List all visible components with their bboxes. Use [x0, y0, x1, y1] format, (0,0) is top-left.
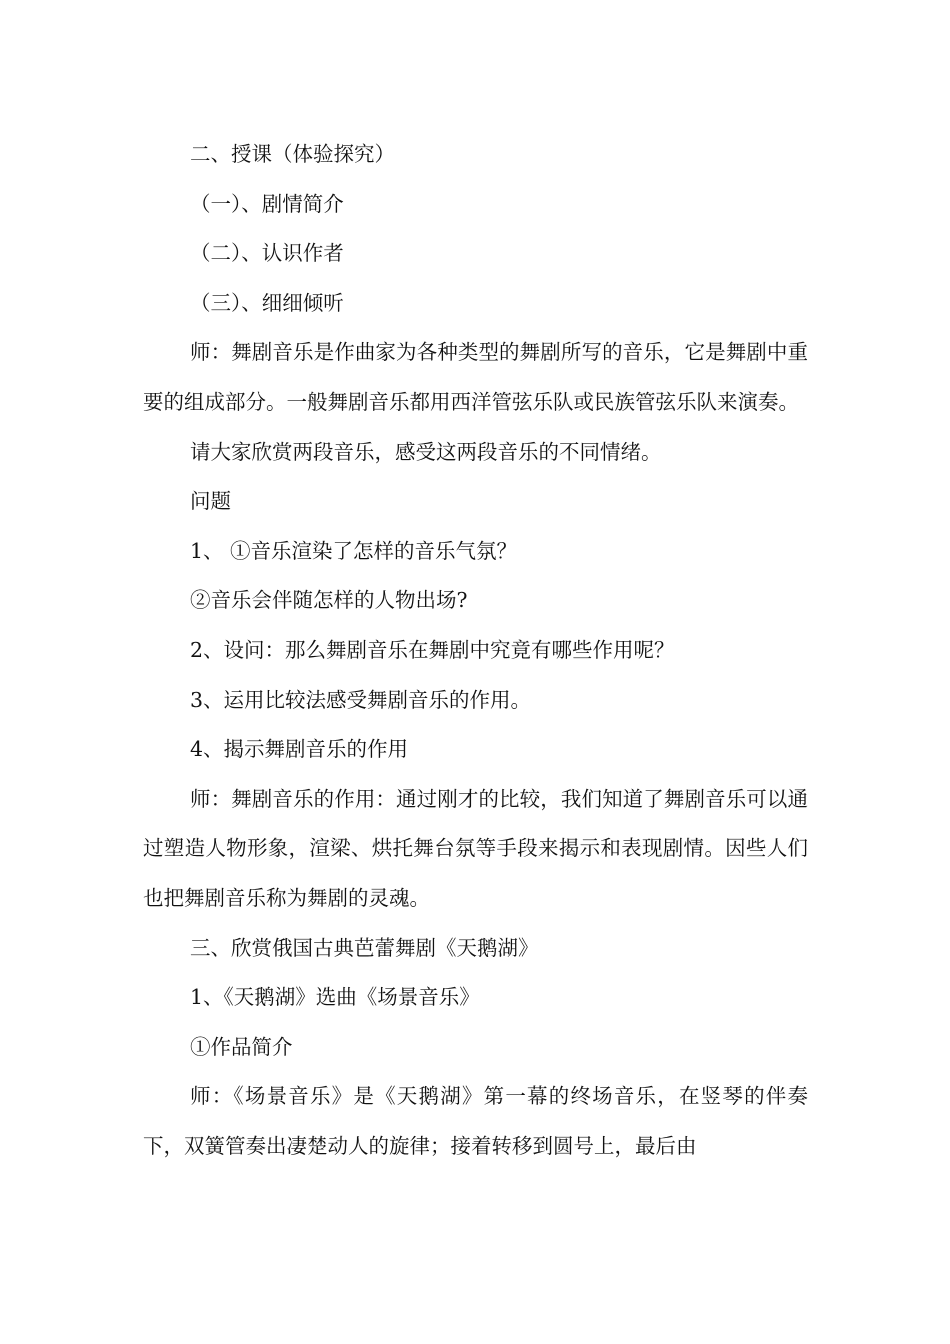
- question-item: ②音乐会伴随怎样的人物出场?: [190, 588, 468, 613]
- subsection-item: （二）、认识作者: [190, 241, 344, 266]
- subsection-item: （一）、剧情简介: [190, 191, 344, 216]
- question-item: 2、设问：那么舞剧音乐在舞剧中究竟有哪些作用呢？: [190, 637, 675, 662]
- question-item: 1、 ①音乐渲染了怎样的音乐气氛？: [190, 538, 518, 563]
- instruction-paragraph: 请大家欣赏两段音乐，感受这两段音乐的不同情绪。: [190, 439, 662, 464]
- teacher-paragraph: 师：舞剧音乐是作曲家为各种类型的舞剧所写的音乐，它是舞剧中重要的组成部分。一般舞剧音乐都用西洋管弦乐队或民族管弦乐队来演奏。: [143, 340, 808, 414]
- document-body: [143, 130, 808, 1171]
- section-heading: 三、欣赏俄国古典芭蕾舞剧《天鹅湖》: [190, 935, 539, 960]
- teacher-paragraph: 师：舞剧音乐的作用：通过刚才的比较，我们知道了舞剧音乐可以通过塑造人物形象，渲梁、烘托舞台氛等手段来揭示和表现剧情。因些人们也把舞剧音乐称为舞剧的灵魂。: [143, 786, 808, 910]
- list-item: 1、《天鹅湖》选曲《场景音乐》: [190, 985, 480, 1010]
- questions-label: 问题: [190, 489, 231, 514]
- section-heading: 二、授课（体验探究）: [190, 142, 395, 166]
- teacher-paragraph: 师：《场景音乐》是《天鹅湖》第一幕的终场音乐，在竖琴的伴奏下，双簧管奏出凄楚动人的旋律；接着转移到圆号上，最后由: [143, 1084, 808, 1158]
- question-item: 4、揭示舞剧音乐的作用: [190, 737, 409, 762]
- list-item: ①作品简介: [190, 1034, 293, 1059]
- question-item: 3、运用比较法感受舞剧音乐的作用。: [190, 687, 532, 712]
- subsection-item: （三）、细细倾听: [190, 290, 344, 315]
